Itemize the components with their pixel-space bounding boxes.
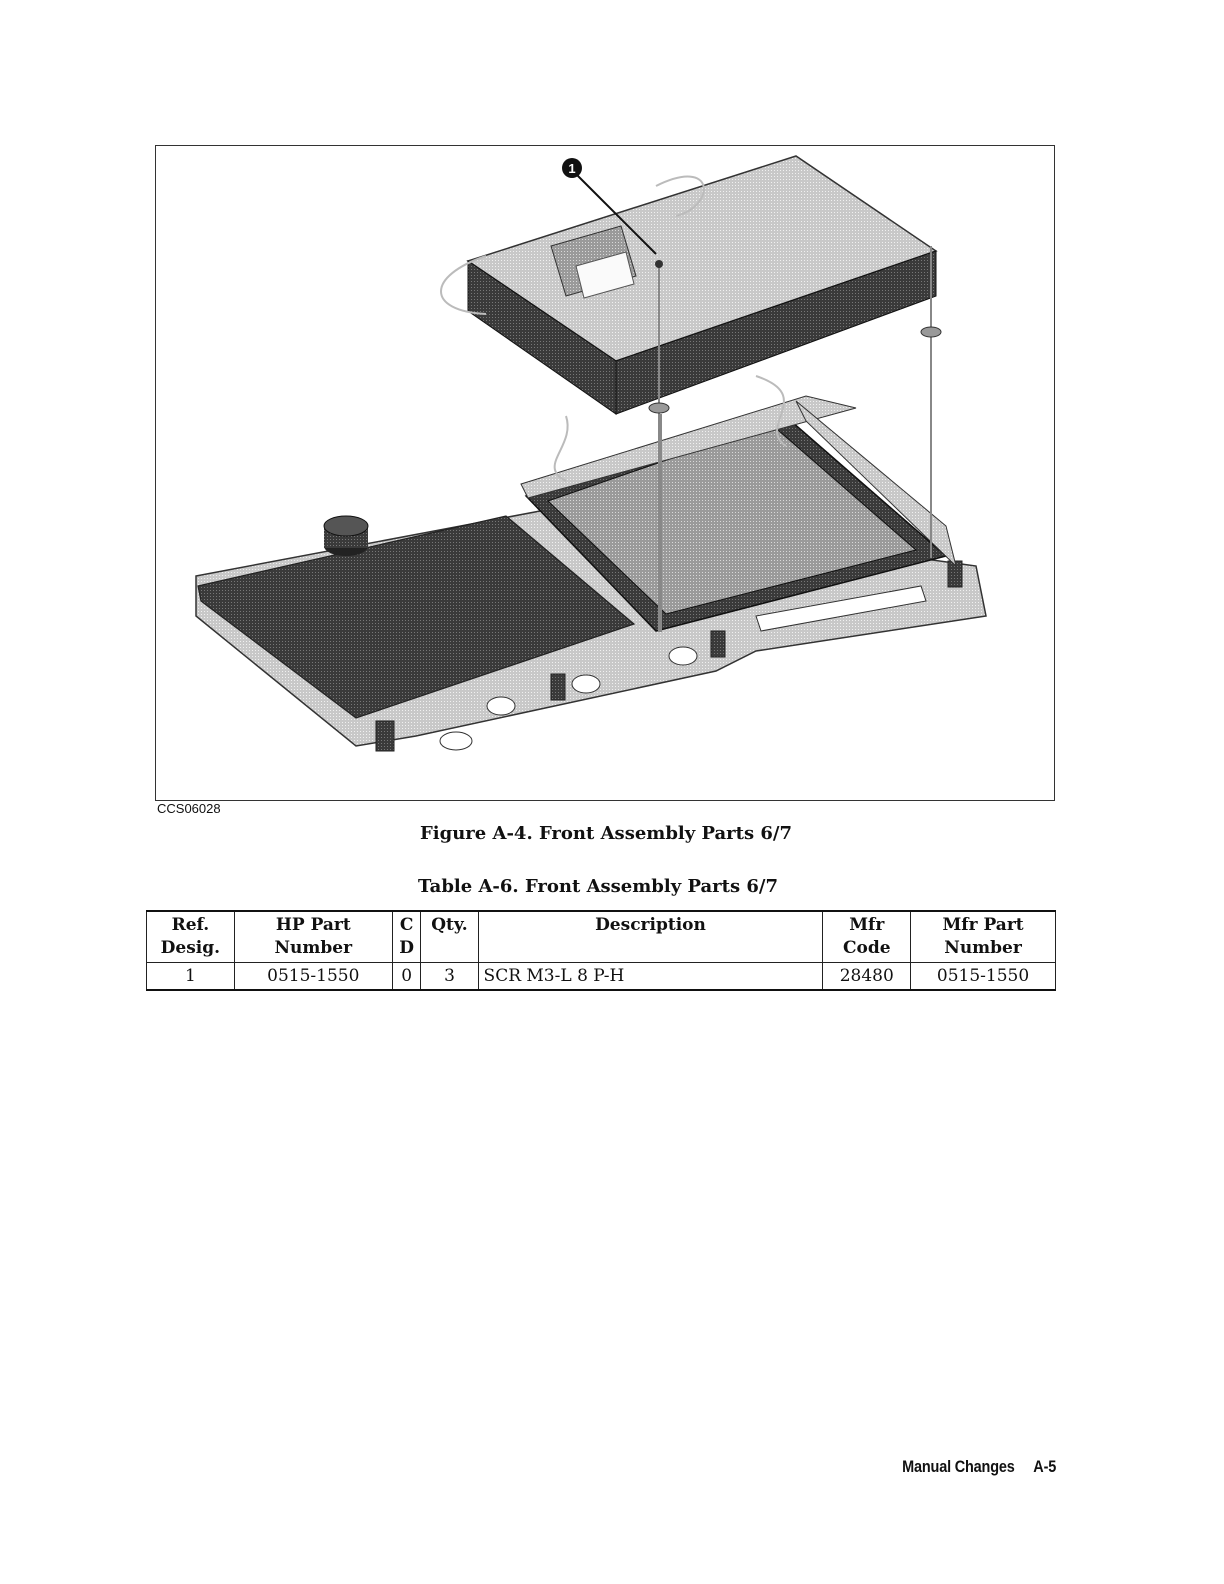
header-description: Description	[478, 911, 823, 963]
cell-qty: 3	[421, 963, 478, 991]
cell-mfr-part: 0515-1550	[911, 963, 1056, 991]
cell-hp-part: 0515-1550	[234, 963, 392, 991]
header-mfr-code: Mfr Code	[823, 911, 911, 963]
header-qty: Qty.	[421, 911, 478, 963]
table-caption-text: Table A-6. Front Assembly Parts 6/7	[417, 876, 778, 897]
cell-ref: 1	[147, 963, 235, 991]
cell-mfr-code: 28480	[823, 963, 911, 991]
figure-caption-text: Figure A-4. Front Assembly Parts 6/7	[419, 823, 793, 844]
table-caption	[0, 876, 1224, 897]
header-cd: C D	[392, 911, 421, 963]
figure-caption	[0, 823, 1224, 844]
screw-mount	[649, 403, 669, 413]
header-ref-desig: Ref. Desig.	[147, 911, 235, 963]
header-mfr-part-number: Mfr Part Number	[911, 911, 1056, 963]
table-header-row	[147, 911, 1056, 963]
footer-section-title: Manual Changes	[902, 1457, 1015, 1476]
callout-number: 1	[568, 161, 576, 176]
cell-description: SCR M3-L 8 P-H	[478, 963, 823, 991]
header-hp-part-number: HP Part Number	[234, 911, 392, 963]
assembly-illustration	[156, 146, 1054, 800]
screw-mount	[921, 327, 941, 337]
page-footer	[902, 1457, 1056, 1477]
cell-cd: 0	[392, 963, 421, 991]
table-row	[147, 963, 1056, 991]
screw-head	[655, 260, 663, 268]
figure-frame	[155, 145, 1055, 801]
figure-image-code: CCS06028	[157, 801, 221, 816]
parts-table	[146, 910, 1056, 991]
footer-page-number: A-5	[1033, 1457, 1056, 1476]
